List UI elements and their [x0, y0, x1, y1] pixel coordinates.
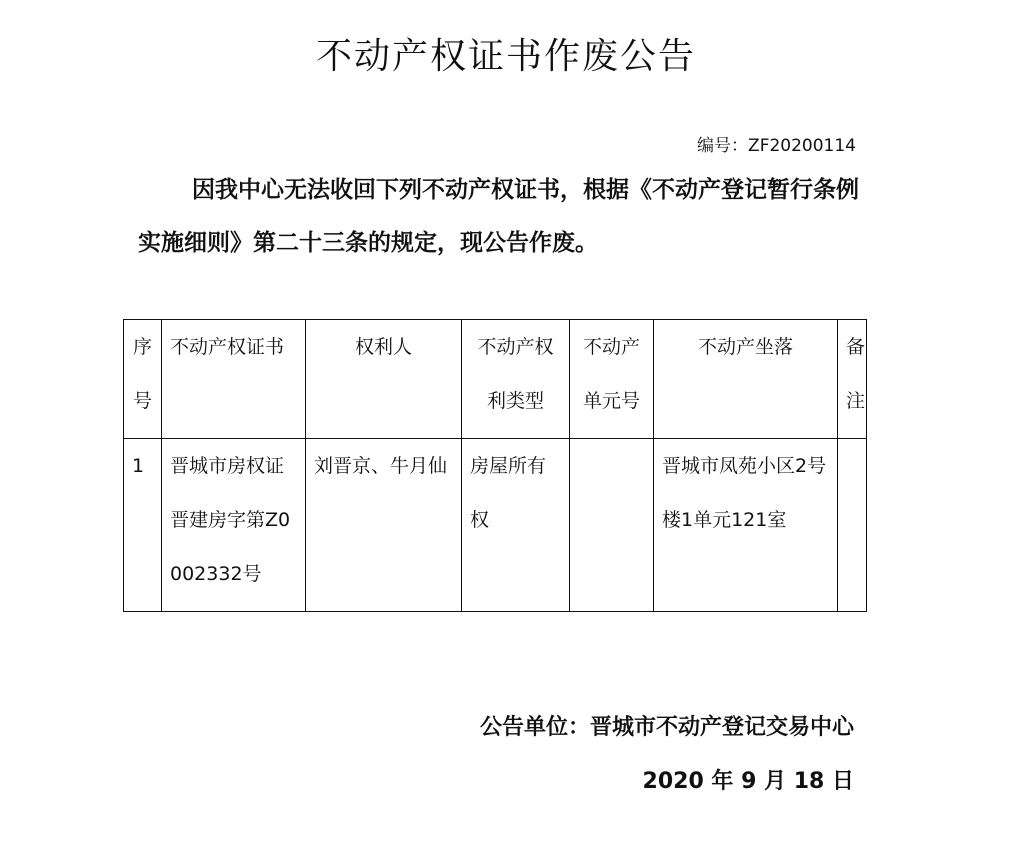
table-row — [124, 439, 867, 612]
cell-right-type: 房屋所有权 — [462, 439, 570, 612]
header-location: 不动产坐落 — [654, 320, 838, 439]
header-seq: 序号 — [124, 320, 162, 439]
header-certificate: 不动产权证书 — [162, 320, 306, 439]
issuing-unit: 公告单位：晋城市不动产登记交易中心 — [479, 715, 854, 740]
announcement-date: 2020 年 9 月 18 日 — [642, 769, 854, 794]
cell-certificate: 晋城市房权证晋建房字第Z0002332号 — [162, 439, 306, 612]
cell-holder: 刘晋京、牛月仙 — [306, 439, 462, 612]
header-remark: 备注 — [838, 320, 867, 439]
cell-location: 晋城市凤苑小区2号楼1单元121室 — [654, 439, 838, 612]
header-unit-number: 不动产单元号 — [570, 320, 654, 439]
cell-remark — [838, 439, 867, 612]
cell-seq: 1 — [124, 439, 162, 612]
cell-unit-number — [570, 439, 654, 612]
document-number: 编号：ZF20200114 — [697, 136, 856, 156]
certificate-table — [123, 319, 867, 612]
page-title: 不动产权证书作废公告 — [315, 36, 696, 77]
header-holder: 权利人 — [306, 320, 462, 439]
announcement-paragraph: 因我中心无法收回下列不动产权证书，根据《不动产登记暂行条例实施细则》第二十三条的规定，现公告作废。 — [138, 177, 859, 256]
table-header-row — [124, 320, 867, 439]
header-right-type: 不动产权利类型 — [462, 320, 570, 439]
